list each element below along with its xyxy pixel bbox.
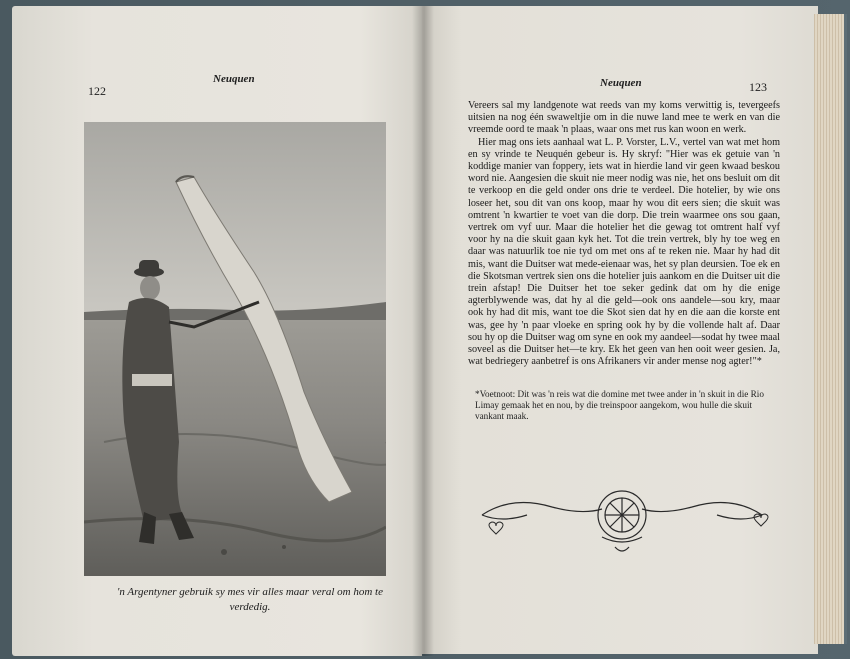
decorative-ornament-icon <box>472 485 772 565</box>
photo-caption: 'n Argentyner gebruik sy mes vir alles maar veral om hom te verdedig. <box>117 586 383 613</box>
page-edges <box>814 14 847 644</box>
photo-illustration <box>84 122 386 576</box>
left-running-head: Neuquen <box>213 73 255 85</box>
left-page-number: 122 <box>88 84 106 98</box>
body-text <box>468 100 780 368</box>
right-page-number: 123 <box>749 80 767 94</box>
footnote: *Voetnoot: Dit was 'n reis wat die domine met twee ander in 'n skuit in die Rio Limay gemaak het en nou, by die treinspoor aangekom, wou hulle die skuit vankant maak. <box>475 389 764 421</box>
right-running-head: Neuquen <box>600 77 642 89</box>
paragraph: Hier mag ons iets aanhaal wat L. P. Vorster, L.V., vertel van wat met hom en sy vrinde te Neuquén gebeur is. Hy skryf: "Hier was ek getuie van 'n koddige manier van foppery, iets wat in hierdie land vir geen kwaad beskou word nie. Aangesien die skuit nie meer nodig was nie, het ons besluit om dit te verkoop en die geld onder ons drie te verdeel. Die hotelier, by wie ons loseer het, sou dit van ons koop, maar hy wou dit eers sien; die skuit was omtrent 'n kwartier te voet van die dorp. Die trein waarmee ons sou gaan, vertrek om vyf uur. Maar die hotelier het die gewag tot omtrent half vyf voor hy na die skuit gaan kyk het. Tot die trein vertrek, bly hy toe weg en daar was natuurlik toe nie tyd om met ons af te reken nie. Maar hy had dit mis, want die Duitser wat mede-eienaar was, het sy plan deursien. Toe ek en die Skotsman vertrek sien ons die hotelier juis aankom en die Duitser uit die trein afstap! Die Duitser het toe seker gedink dat om hy die enige agterblywende was, dat hy al die geld—ook ons aandele—sou kry, maar ook hy had dit mis, want toe die Skot sien dat hy en die aan die korste ent was, gee hy 'n paar vloeke en spring ook hy by die vollende halt af. Daar sou hy op die Duitser wag om syne en ook my aandeel—sodat hy twee maal soveel as die Duitser het—te kry. Ek het geen van hen ooit weer gesien. Ja, wat bedriegery aanbetref is ons Afrikaners vir ander mense nog agter!"* <box>468 136 780 368</box>
paragraph: Vereers sal my landgenote wat reeds van my koms verwittig is, tevergeefs uitsien na nog één swaweltjie om in die nuwe land mee te werk en van die vreemde oord te maak 'n plaas, waar ons met rus kan woon en werk. <box>468 100 780 136</box>
book-gutter <box>412 6 434 656</box>
photograph <box>84 122 386 576</box>
